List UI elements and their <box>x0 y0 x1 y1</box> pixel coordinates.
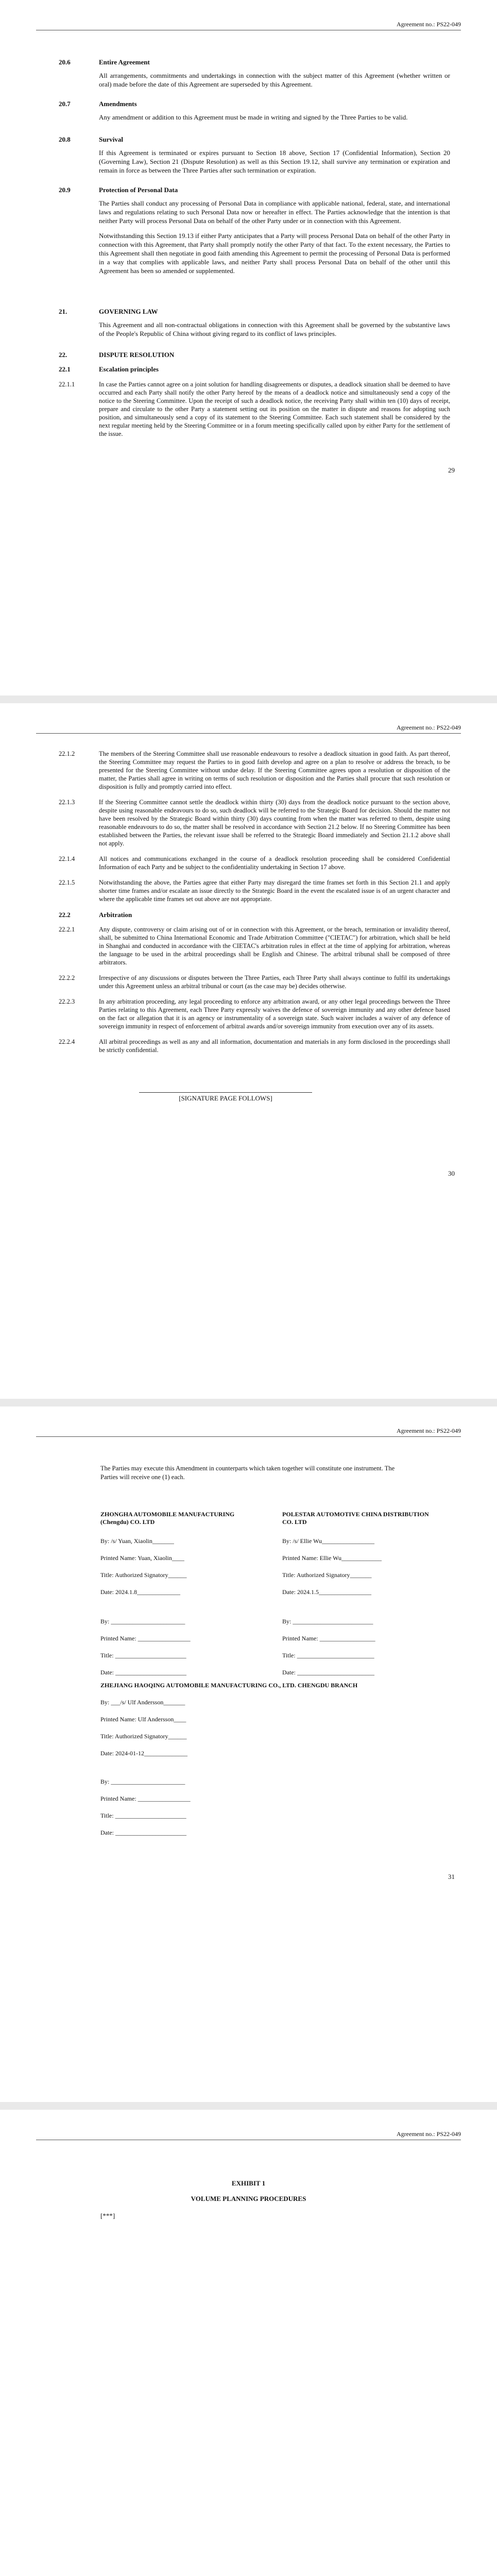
clause-text: Any dispute, controversy or claim arising out of or in connection with this Agreement, or the breach, termination or invalidity thereof, shall, be submitted to China International Economic and Trade Arbitration Committee ("CIETAC") for arbitration, which shall be held in Shanghai and conducted in accordance with the CIETAC's arbitration rules in effect at the time of applying for arbitration, whereas the language to be used in the arbitral proceedings shall be English and Chinese. The arbitral tribunal shall be composed of three arbitrators. <box>99 926 450 966</box>
clause-number: 22.1.5 <box>59 879 75 886</box>
signature-date-2: Date: _______________________ <box>100 1829 186 1836</box>
signed-by: By: ___/s/ Ulf Andersson_______ <box>100 1699 185 1706</box>
clause-22-2-3 <box>59 997 450 1030</box>
signature-follows-text: [SIGNATURE PAGE FOLLOWS] <box>179 1094 272 1102</box>
header-rule <box>36 1436 461 1437</box>
section-number: 22.2 <box>59 911 71 919</box>
clause-number: 22.2.2 <box>59 974 75 981</box>
signature-date: Date: 2024.1.5_________________ <box>282 1588 371 1596</box>
signature-rule <box>139 1092 312 1093</box>
clause-22-2-2 <box>59 974 450 990</box>
signature-date: Date: 2024-01-12______________ <box>100 1750 187 1757</box>
section-21 <box>59 307 450 344</box>
party-name: POLESTAR AUTOMOTIVE CHINA DISTRIBUTION CO. LTD <box>282 1511 429 1526</box>
page-number: 31 <box>448 1873 455 1880</box>
header-rule <box>36 733 461 734</box>
clause-number: 22.2.3 <box>59 998 75 1005</box>
page-32 <box>0 2110 497 2576</box>
section-text: This Agreement and all non-contractual obligations in connection with this Agreement shall be governed by the substantive laws of the People's Republic of China without giving regard to its conflict of laws principles. <box>99 321 450 337</box>
section-title: Entire Agreement <box>99 58 150 66</box>
page-number: 30 <box>448 1170 455 1177</box>
section-text: Any amendment or addition to this Agreement must be made in writing and signed by the Three Parties to be valid. <box>99 113 408 121</box>
party-zhejiang-haoqing-signature-block <box>100 1682 440 1846</box>
clause-22-2-1 <box>59 925 450 967</box>
section-title: Protection of Personal Data <box>99 186 178 194</box>
clause-text: Irrespective of any discussions or disputes between the Three Parties, each Three Party shall always continue to fulfil its undertakings under this Agreement unless an arbitral tribunal or court (as the case may be) decides otherwise. <box>99 974 450 990</box>
signed-by: By: /s/ Ellie Wu_________________ <box>282 1537 374 1545</box>
section-20-6 <box>59 58 450 95</box>
section-text: If this Agreement is terminated or expires pursuant to Section 18 above, Section 17 (Confidential Information), Section 20 (Governing Law), Section 21 (Dispute Resolution) as well as this Section 19.12, shall survive any termination or expiration and remain in force as between the Three Parties after such termination or expiration. <box>99 149 450 174</box>
printed-name-2: Printed Name: _________________ <box>100 1795 191 1802</box>
clause-number: 22.1.4 <box>59 855 75 862</box>
clause-number: 22.1.2 <box>59 750 75 757</box>
section-text: Notwithstanding this Section 19.13 if either Party anticipates that a Party will process Personal Data on behalf of the other Party in connection with this Agreement, that Party shall promptly notify the other Party of that fact. To the extent necessary, the Parties to this Agreement shall then negotiate in good faith amending this Agreement to permit the processing of Personal Data is performed in a way that complies with applicable laws, and neither Party shall process Personal Data on behalf of the other until this Agreement has been so amended or supplemented. <box>99 232 450 275</box>
clause-number: 22.1.1 <box>59 381 75 388</box>
clause-number: 22.2.4 <box>59 1038 75 1045</box>
signed-by-2: By: ________________________ <box>100 1618 185 1625</box>
exhibit-title: VOLUME PLANNING PROCEDURES <box>191 2195 306 2202</box>
signatory-title-2: Title: _________________________ <box>282 1652 374 1659</box>
page-29 <box>0 0 497 696</box>
section-20-7 <box>59 99 450 128</box>
page-header: Agreement no.: PS22-049 <box>397 2130 461 2138</box>
printed-name: Printed Name: Ellie Wu_____________ <box>282 1554 382 1562</box>
clause-text: The members of the Steering Committee shall use reasonable endeavours to resolve a deadlock situation in good faith. As part thereof, the Steering Committee may request the Parties to in good faith develop and agree on a plan to resolve or address the breach, to be presented for the Steering Committee without undue delay. If the Steering Committee agrees upon a resolution or disposition of the matter, the Parties shall agree in writing on terms of such resolution or disposition and the Parties shall procure that such resolution or disposition is fully and promptly carried into effect. <box>99 750 450 790</box>
clause-text: In any arbitration proceeding, any legal proceeding to enforce any arbitration award, or any other legal proceedings between the Three Parties relating to this Agreement, each Three Party expressly waives the defence of sovereign immunity and any other defence based on the fact or allegation that it is an agency or instrumentality of a sovereign state. Such waiver includes a waiver of any defence of sovereign immunity in respect of enforcement of arbitral awards and/or sovereign immunity from execution over any of its assets. <box>99 998 450 1030</box>
section-number: 20.6 <box>59 58 71 66</box>
section-title: Amendments <box>99 100 137 108</box>
clause-22-2-4 <box>59 1038 450 1054</box>
signed-by-2: By: __________________________ <box>282 1618 373 1625</box>
section-text: All arrangements, commitments and undertakings in connection with the subject matter of this Agreement (whether written or oral) made before the date of this Agreement are superseded by this Agreement. <box>99 72 450 88</box>
signed-by-2: By: ________________________ <box>100 1778 185 1785</box>
party-polestar-signature-block <box>282 1511 437 1686</box>
section-20-9 <box>59 185 450 281</box>
clause-text: If the Steering Committee cannot settle the deadlock within thirty (30) days from the deadlock notice pursuant to the section above, despite using reasonable endeavours to do so, such deadlock will be referred to the Strategic Board for decision. Should the matter not have been resolved by the Strategic Board within thirty (30) days counting from when the matter was referred to them, despite using reasonable endeavours to do so, the matter shall be resolved in accordance with Section 21.2 below. If no Steering Committee has been established between the Parties, the relevant issue shall be referred to the Strategic Board immediately and Section 21.1.2 above shall not apply. <box>99 799 450 847</box>
section-title: Survival <box>99 135 123 143</box>
clause-text: All notices and communications exchanged in the course of a deadlock resolution proceeding shall be considered Confidential Information of each Party and be subject to the confidentiality undertaking in Section 17 above. <box>99 855 450 871</box>
page-header: Agreement no.: PS22-049 <box>397 1427 461 1434</box>
clauses-22-1 <box>59 750 450 1061</box>
section-title: Arbitration <box>99 911 132 919</box>
section-text: The Parties shall conduct any processing of Personal Data in compliance with applicable national, federal, state, and international laws and regulations relating to such Personal Data now or hereafter in effect. The Parties acknowledge that the intention is that neither Party will process Personal Data on behalf of the other Party under or in connection with this Agreement. <box>99 199 450 225</box>
section-title: GOVERNING LAW <box>99 308 158 315</box>
party-name: ZHEJIANG HAOQING AUTOMOBILE MANUFACTURING CO., LTD. CHENGDU BRANCH <box>100 1682 358 1689</box>
section-number: 21. <box>59 308 67 315</box>
section-title: Escalation principles <box>99 365 159 373</box>
clause-text: In case the Parties cannot agree on a joint solution for handling disagreements or disputes, a deadlock situation shall be deemed to have occurred and each Party shall notify the other Party hereof by the means of a deadlock notice and simultaneously send a copy of the notice to the Steering Committee. Upon the receipt of such a deadlock notice, the receiving Party shall within ten (10) days of receipt, prepare and circulate to the other Party a statement setting out its position on the matter in dispute and reasons for adopting such position, and simultaneously send a copy of its statement to the Steering Committee. Each such statement shall be considered by the next regular meeting held by the Steering Committee or in a forum meeting specifically called upon by either Party for the settlement of the issue. <box>99 381 450 437</box>
clause-22-1-5 <box>59 878 450 903</box>
signature-date-2: Date: _______________________ <box>100 1669 186 1676</box>
printed-name-2: Printed Name: _________________ <box>100 1635 191 1642</box>
section-number: 20.7 <box>59 100 71 108</box>
section-22-1 <box>59 365 450 378</box>
section-22-2 <box>59 910 450 919</box>
clause-22-1-2 <box>59 750 450 791</box>
signed-by: By: /s/ Yuan, Xiaolin_______ <box>100 1537 174 1545</box>
signatory-title: Title: Authorized Signatory______ <box>100 1733 187 1740</box>
clause-22-1-3 <box>59 798 450 848</box>
page-number: 29 <box>448 466 455 474</box>
signatory-title: Title: Authorized Signatory_______ <box>282 1571 372 1579</box>
section-number: 20.8 <box>59 135 71 143</box>
page-header: Agreement no.: PS22-049 <box>397 724 461 731</box>
clause-number: 22.1.3 <box>59 799 75 806</box>
printed-name: Printed Name: Yuan, Xiaolin____ <box>100 1554 184 1562</box>
clause-text: Notwithstanding the above, the Parties agree that either Party may disregard the time frames set forth in this Section 21.1 and apply shorter time frames and/or escalate an issue directly to the Strategic Board in the event the escalated issue is of an urgent character and where the applicable time frames set out above are not appropriate. <box>99 879 450 903</box>
signature-page-follows <box>139 1092 312 1103</box>
clause-number: 22.2.1 <box>59 926 75 933</box>
page-header: Agreement no.: PS22-049 <box>397 21 461 28</box>
signatory-title-2: Title: _______________________ <box>100 1812 186 1819</box>
section-title: DISPUTE RESOLUTION <box>99 351 175 359</box>
party-zhongha-signature-block <box>100 1511 255 1686</box>
section-number: 22. <box>59 351 67 359</box>
redacted-placeholder: [***] <box>100 2212 115 2219</box>
section-number: 22.1 <box>59 365 71 373</box>
section-20-8 <box>59 135 450 181</box>
section-number: 20.9 <box>59 186 71 194</box>
clause-22-1-1 <box>59 380 450 445</box>
page-30 <box>0 703 497 1399</box>
printed-name: Printed Name: Ulf Andersson____ <box>100 1716 186 1723</box>
page-31 <box>0 1406 497 2102</box>
clause-text: All arbitral proceedings as well as any and all information, documentation and materials in any form disclosed in the proceedings shall be strictly confidential. <box>99 1038 450 1054</box>
clause-22-1-4 <box>59 855 450 871</box>
printed-name-2: Printed Name: __________________ <box>282 1635 375 1642</box>
signatory-title: Title: Authorized Signatory______ <box>100 1571 187 1579</box>
signatory-title-2: Title: _______________________ <box>100 1652 186 1659</box>
section-22 <box>59 350 450 364</box>
party-name: ZHONGHA AUTOMOBILE MANUFACTURING (Chengdu) CO. LTD <box>100 1511 235 1526</box>
signature-date-2: Date: _________________________ <box>282 1669 374 1676</box>
counterparts-clause: The Parties may execute this Amendment in counterparts which taken together will constitute one instrument. The Parties will receive one (1) each. <box>100 1465 395 1481</box>
signature-date: Date: 2024.1.8______________ <box>100 1588 180 1596</box>
exhibit-label: EXHIBIT 1 <box>231 2179 266 2187</box>
